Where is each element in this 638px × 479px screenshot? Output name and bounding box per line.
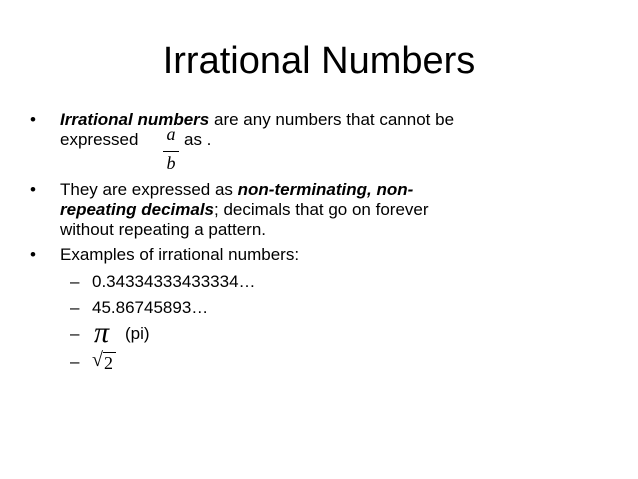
bullet-2-line-1 — [60, 180, 600, 200]
example-2: 45.86745893… — [92, 298, 209, 317]
bullet-1-line-1 — [60, 110, 600, 130]
bullet-2-line-2 — [60, 200, 600, 220]
bullet-3-text: Examples of irrational numbers: — [60, 245, 300, 264]
sqrt-value: 2 — [104, 353, 113, 373]
fraction-numerator: a — [166, 124, 176, 144]
sqrt-symbol: √ — [92, 349, 103, 371]
bullet-2-bold-a: non-terminating, non- — [237, 180, 414, 199]
bullet-1-bold: Irrational numbers — [60, 110, 210, 129]
sub-bullet-dash: – — [70, 324, 80, 343]
bullet-1-line-2b: as . — [184, 130, 212, 149]
fraction-bar — [163, 151, 179, 152]
bullet-1-rest: are any numbers that cannot be — [209, 110, 455, 129]
fraction-denominator: b — [166, 153, 176, 173]
bullet-glyph: • — [30, 245, 36, 264]
sub-bullet-dash: – — [70, 272, 80, 291]
slide-title: Irrational Numbers — [162, 40, 476, 82]
bullet-2-line-3: without repeating a pattern. — [60, 220, 267, 239]
bullet-glyph: • — [30, 110, 36, 129]
bullet-glyph: • — [30, 180, 36, 199]
bullet-1-line-2a: expressed — [60, 130, 139, 149]
bullet-2-text-a: They are expressed as — [60, 180, 238, 199]
pi-symbol: π — [94, 316, 110, 349]
example-1: 0.34334333433334… — [92, 272, 256, 291]
bullet-2-text-b: ; decimals that go on forever — [214, 200, 429, 219]
bullet-2-bold-b: repeating decimals — [60, 200, 215, 219]
pi-label: (pi) — [125, 324, 150, 343]
sub-bullet-dash: – — [70, 298, 80, 317]
sub-bullet-dash: – — [70, 352, 80, 371]
